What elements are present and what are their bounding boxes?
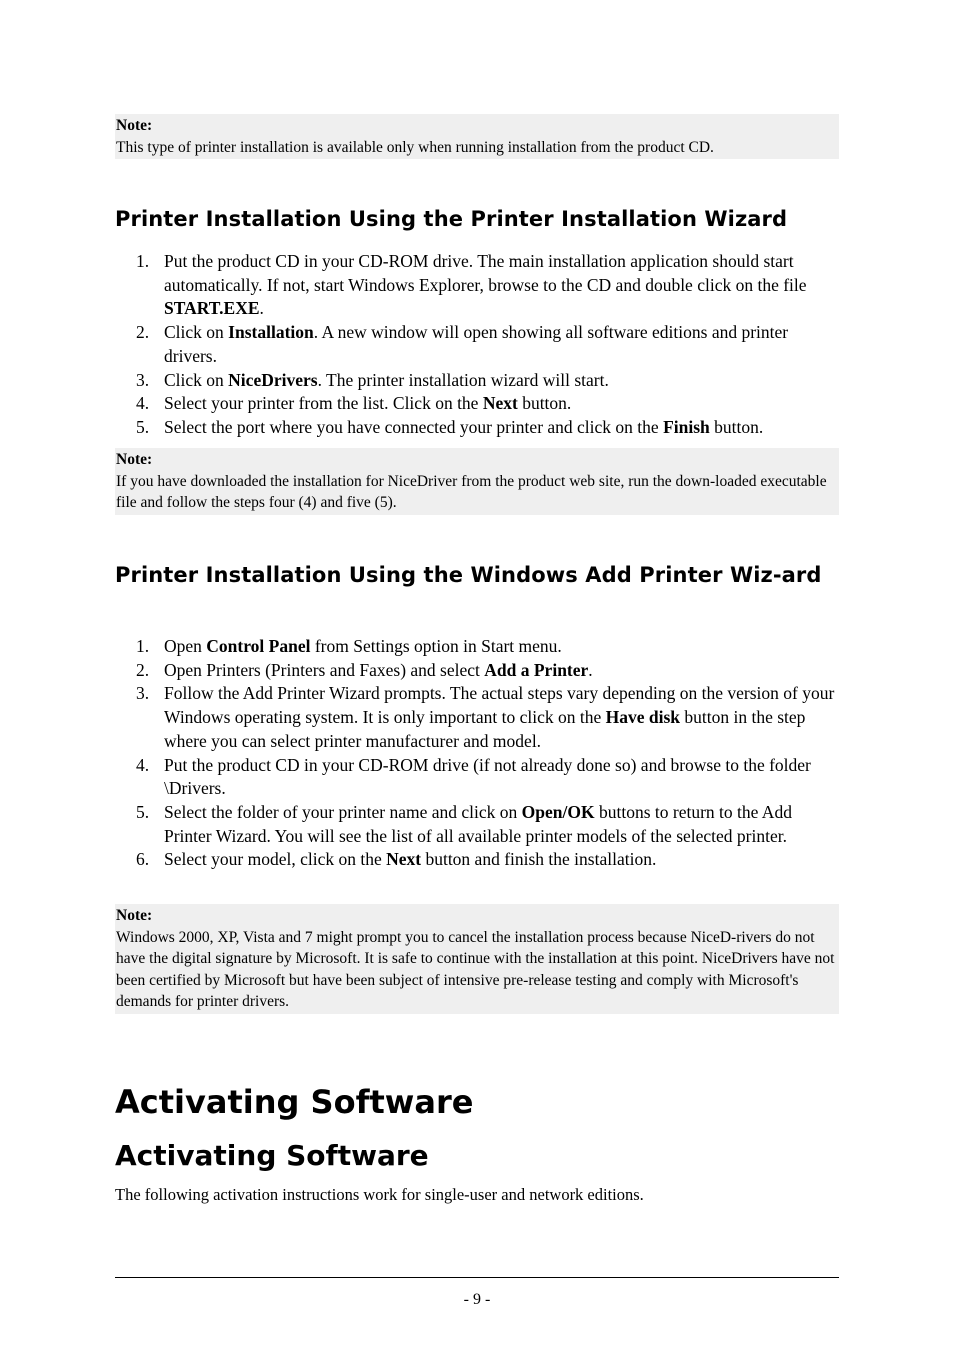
list-item <box>115 392 839 416</box>
chapter-title: Activating Software <box>115 1083 474 1121</box>
section-heading-windows: Printer Installation Using the Windows Add Printer Wiz-ard <box>115 563 822 587</box>
intro-paragraph: The following activation instructions work for single-user and network editions. <box>115 1185 644 1204</box>
step-text: Open Printers (Printers and Faxes) and select <box>164 659 485 680</box>
list-item <box>115 250 839 321</box>
step-bold: Open/OK <box>521 801 595 822</box>
step-text: Select your printer from the list. Click on the <box>164 393 483 414</box>
note-text: If you have downloaded the installation for NiceDriver from the product web site, run the down-loaded executable file and follow the steps four (4) and five (5). <box>116 472 827 511</box>
step-text: Select the port where you have connected your printer and click on the <box>164 416 664 437</box>
step-text: . <box>259 298 264 319</box>
list-item <box>115 659 839 683</box>
step-text: from Settings option in Start menu. <box>310 636 562 656</box>
step-text: Select your model, click on the <box>164 849 387 870</box>
step-number: 4. <box>136 754 150 775</box>
step-number: 6. <box>136 849 150 870</box>
step-bold: NiceDrivers <box>228 369 318 390</box>
step-text: Click on <box>164 369 229 390</box>
step-number: 1. <box>136 251 150 271</box>
step-number: 2. <box>136 659 150 680</box>
list-item <box>115 321 839 368</box>
list-item <box>115 416 839 440</box>
note-cd-only <box>115 114 839 159</box>
step-text: Click on <box>164 322 229 343</box>
step-number: 5. <box>136 416 150 437</box>
note-text: This type of printer installation is available only when running installation from the product CD. <box>116 138 714 156</box>
note-nicedriver-download <box>115 448 839 515</box>
step-text: . <box>588 659 593 680</box>
step-bold: Finish <box>663 416 710 437</box>
step-text: Select the folder of your printer name and click on <box>164 801 522 822</box>
section-heading-wizard: Printer Installation Using the Printer Installation Wizard <box>115 207 788 231</box>
note-text: Windows 2000, XP, Vista and 7 might prompt you to cancel the installation process because NiceD-rivers do not have the digital signature by Microsoft. It is safe to continue with the installation at this point. NiceDrivers have not been certified by Microsoft but have been subject of intensive pre-release testing and comply with Microsoft's demands for printer drivers. <box>116 928 835 1010</box>
windows-steps-list <box>115 635 839 872</box>
step-text: button. <box>517 393 572 414</box>
step-number: 3. <box>136 369 150 390</box>
step-text: button in the step where you can select printer manufacturer and model. <box>164 707 806 751</box>
section-title: Activating Software <box>115 1139 429 1172</box>
note-digital-signature <box>115 904 839 1014</box>
step-number: 1. <box>136 636 150 656</box>
step-text: buttons to return to the Add Printer Wizard. You will see the list of all available printer models of the selected printer. <box>164 801 792 846</box>
page-number: - 9 - <box>463 1291 491 1308</box>
step-number: 3. <box>136 683 150 704</box>
step-text: Open <box>164 636 207 656</box>
step-text: Put the product CD in your CD-ROM drive. The main installation application should start automatically. If not, start Windows Explorer, browse to the CD and double click on the file <box>164 251 807 295</box>
note-label: Note: <box>116 907 153 924</box>
wizard-steps-list <box>115 250 839 440</box>
note-label: Note: <box>116 451 153 468</box>
list-item <box>115 754 839 801</box>
step-number: 2. <box>136 322 150 343</box>
step-text: . The printer installation wizard will start. <box>317 369 609 390</box>
step-bold: START.EXE <box>164 298 260 319</box>
step-bold: Next <box>386 849 422 870</box>
step-bold: Control Panel <box>206 636 311 656</box>
step-bold: Add a Printer <box>484 659 589 680</box>
list-item <box>115 801 839 848</box>
step-text: Put the product CD in your CD-ROM drive (if not already done so) and browse to the folder \Drivers. <box>164 754 811 799</box>
step-bold: Installation <box>228 322 314 343</box>
note-label: Note: <box>116 117 153 134</box>
list-item <box>115 848 839 872</box>
list-item <box>115 682 839 753</box>
step-text: . A new window will open showing all software editions and printer drivers. <box>164 322 789 366</box>
step-bold: Next <box>482 393 518 414</box>
step-bold: Have disk <box>605 707 680 728</box>
step-number: 5. <box>136 801 150 822</box>
step-number: 4. <box>136 393 150 414</box>
footer-divider <box>115 1277 839 1278</box>
step-text: button. <box>709 416 764 437</box>
step-text: Follow the Add Printer Wizard prompts. The actual steps vary depending on the version of your Windows operating system. It is only important to click on the <box>164 683 835 728</box>
list-item <box>115 635 839 659</box>
list-item <box>115 369 839 393</box>
step-text: button and finish the installation. <box>421 849 657 870</box>
